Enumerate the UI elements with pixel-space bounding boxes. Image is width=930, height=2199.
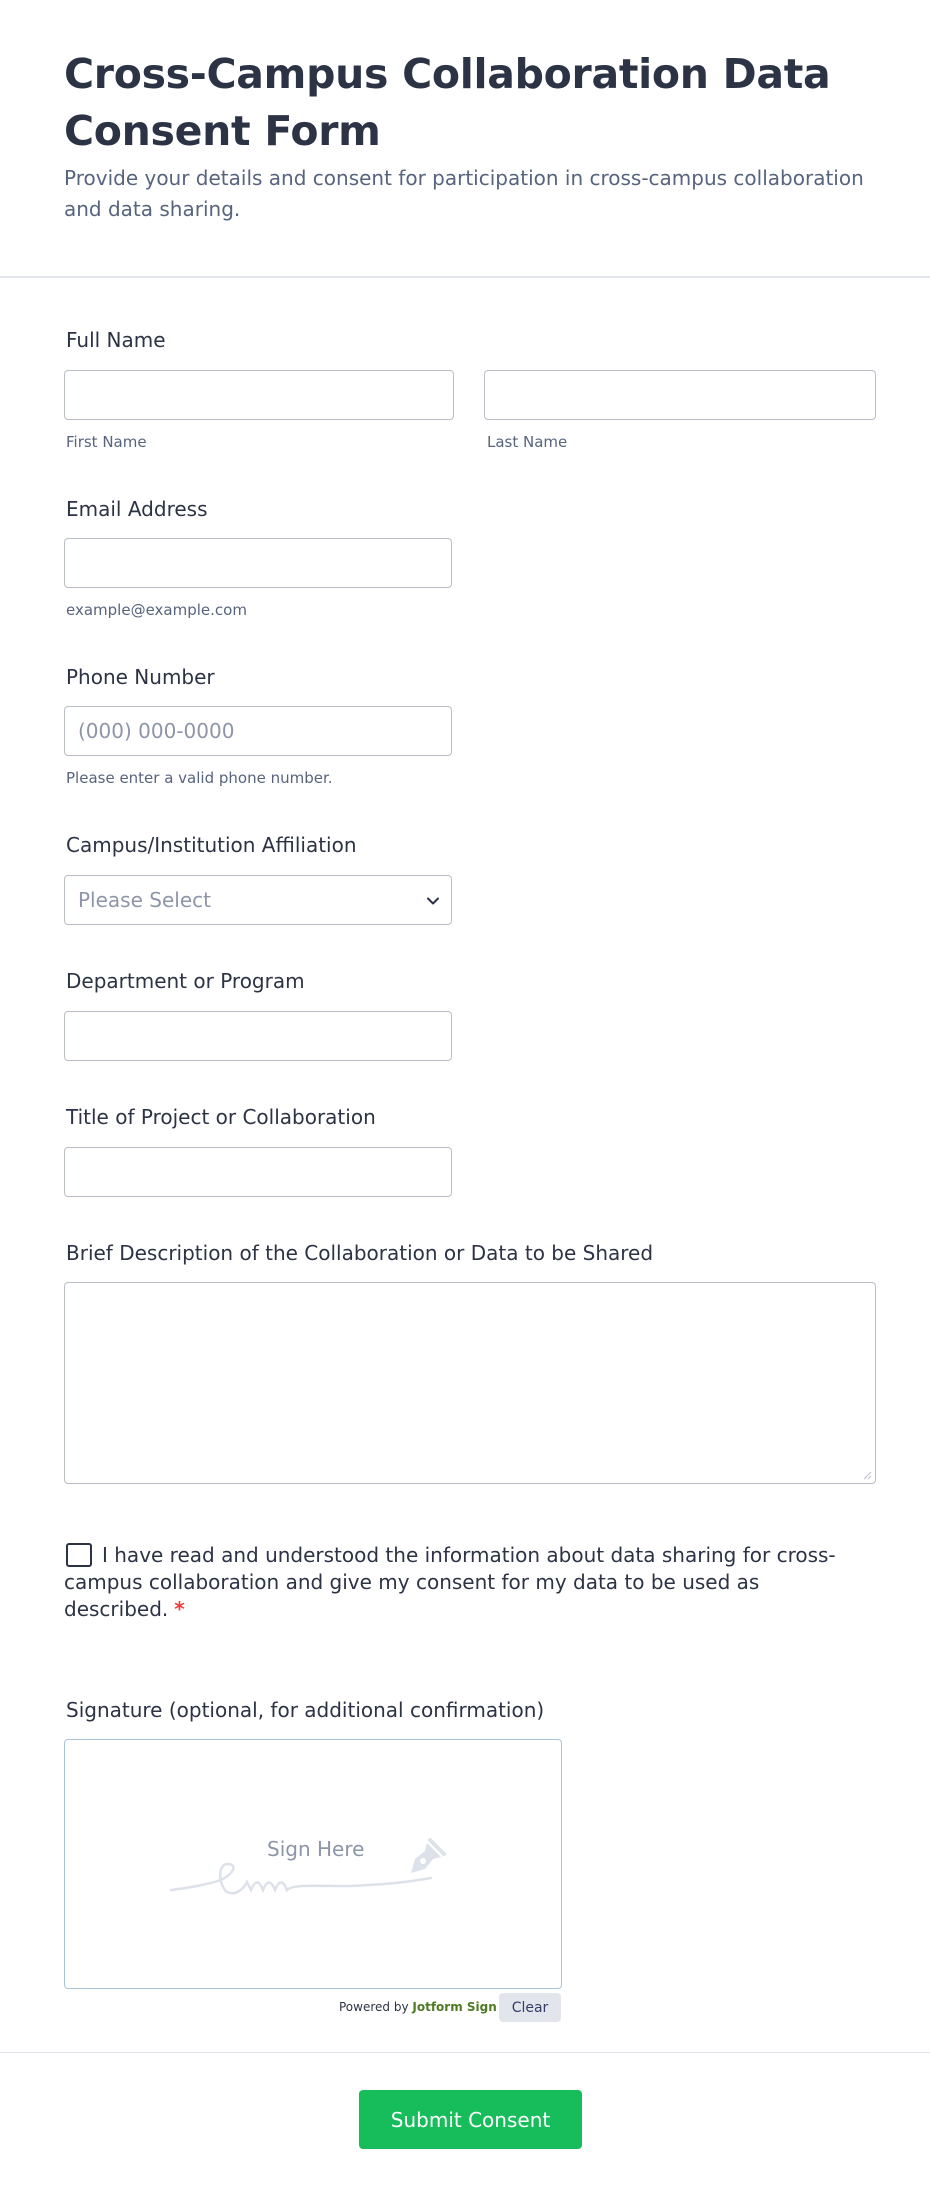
submit-button[interactable]: Submit Consent <box>359 2090 582 2149</box>
department-input[interactable] <box>64 1011 452 1061</box>
form-header <box>0 0 930 278</box>
page-title: Cross-Campus Collaboration Data Consent Form <box>64 50 831 155</box>
campus-select[interactable] <box>64 875 452 925</box>
powered-by-prefix: Powered by <box>339 2000 409 2014</box>
email-field[interactable] <box>64 538 452 588</box>
last-name-input[interactable] <box>484 370 876 420</box>
resize-handle-icon[interactable] <box>862 1470 872 1480</box>
consent-row <box>64 1542 854 1623</box>
consent-text: I have read and understood the information about data sharing for cross-campus collaboration and give my consent for my data to be used as described. <box>64 1543 836 1621</box>
email-sublabel: example@example.com <box>66 601 247 619</box>
signature-label: Signature (optional, for additional confirmation) <box>66 1698 545 1722</box>
first-name-input[interactable] <box>64 370 454 420</box>
powered-by <box>339 2000 497 2014</box>
campus-select-value: Please Select <box>78 888 211 912</box>
full-name-label: Full Name <box>66 328 166 352</box>
phone-field[interactable] <box>64 706 452 756</box>
project-title-input[interactable] <box>64 1147 452 1197</box>
email-label: Email Address <box>66 497 208 521</box>
first-name-sublabel: First Name <box>66 433 147 451</box>
phone-label: Phone Number <box>66 665 215 689</box>
signature-pad[interactable] <box>64 1739 562 1989</box>
consent-checkbox[interactable] <box>66 1543 92 1567</box>
description-textarea[interactable] <box>64 1282 876 1484</box>
chevron-down-icon <box>425 893 441 909</box>
footer-divider <box>0 2052 930 2053</box>
signature-placeholder: Sign Here <box>267 1837 365 1861</box>
phone-sublabel: Please enter a valid phone number. <box>66 769 333 787</box>
last-name-sublabel: Last Name <box>487 433 568 451</box>
clear-signature-button[interactable]: Clear <box>499 1993 561 2022</box>
pen-icon <box>403 1837 447 1881</box>
description-label: Brief Description of the Collaboration or Data to be Shared <box>66 1241 654 1265</box>
department-label: Department or Program <box>66 969 305 993</box>
page-subtitle: Provide your details and consent for participation in cross-campus collaboration and data sharing. <box>64 166 864 221</box>
required-mark: * <box>174 1597 185 1621</box>
campus-label: Campus/Institution Affiliation <box>66 833 357 857</box>
jotform-sign-link[interactable]: Jotform Sign <box>412 2000 497 2014</box>
project-title-label: Title of Project or Collaboration <box>66 1105 376 1129</box>
